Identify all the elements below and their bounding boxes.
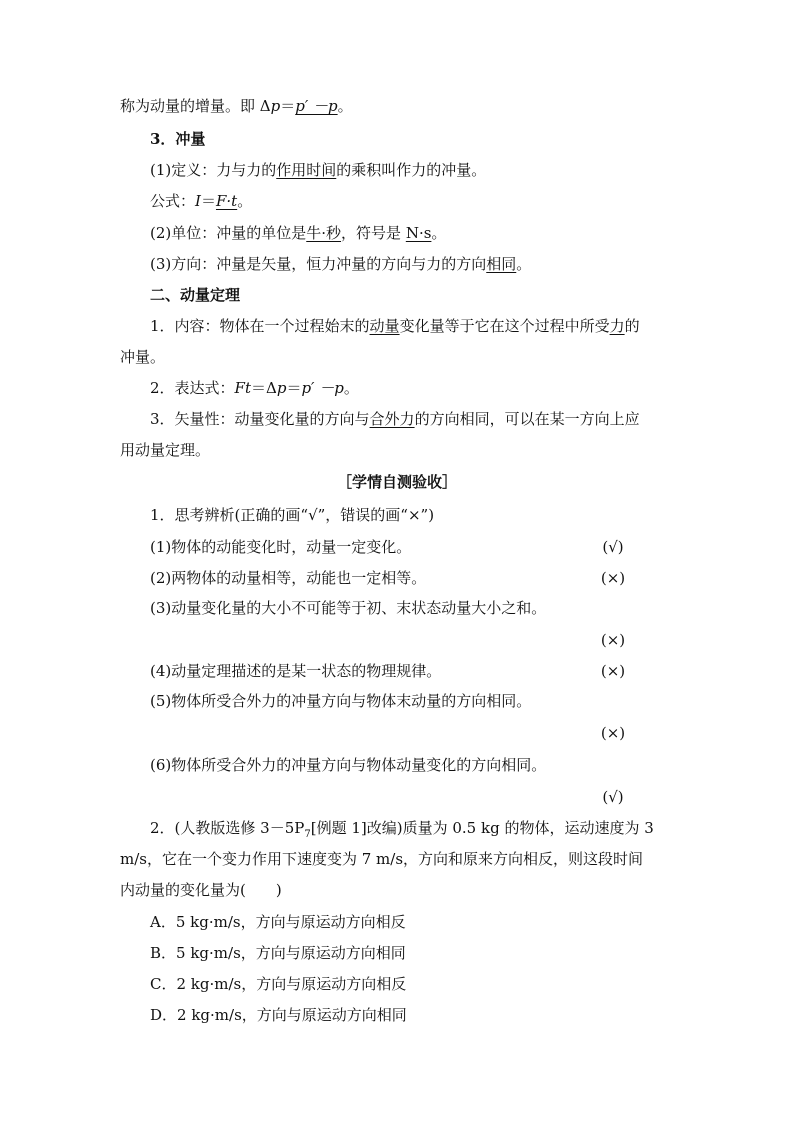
impulse-definition: (1)定义：力与力的作用时间的乘积叫作力的冲量。 [150,161,487,179]
question-2-line-2: m/s，它在一个变力作用下速度变为 7 m/s，方向和原来方向相反，则这段时间 [120,850,644,868]
question-2-line-3: 内动量的变化量为( ) [120,881,282,899]
judgment-mark-4: (×) [600,662,626,680]
theorem-vector-property-cont: 用动量定理。 [120,441,211,459]
judgment-mark-2: (×) [600,569,626,587]
option-d: D．2 kg·m/s，方向与原运动方向相同 [150,1006,407,1024]
theorem-content: 1．内容：物体在一个过程始末的动量变化量等于它在这个过程中所受力的 [150,317,640,335]
judgment-item-6: (6)物体所受合外力的冲量方向与物体动量变化的方向相同。 [150,756,547,774]
theorem-content-cont: 冲量。 [120,348,166,366]
judgment-item-1: (1)物体的动能变化时，动量一定变化。 [150,538,412,556]
heading-impulse: 3．冲量 [150,130,206,148]
judgment-item-5: (5)物体所受合外力的冲量方向与物体末动量的方向相同。 [150,692,532,710]
judgment-mark-5: (×) [600,724,626,742]
judgment-item-3: (3)动量变化量的大小不可能等于初、末状态动量大小之和。 [150,599,547,617]
judgment-item-2: (2)两物体的动量相等，动能也一定相等。 [150,569,427,587]
theorem-vector-property: 3．矢量性：动量变化量的方向与合外力的方向相同，可以在某一方向上应 [150,410,640,428]
judgment-mark-3: (×) [600,631,626,649]
option-b: B．5 kg·m/s，方向与原运动方向相同 [150,944,406,962]
theorem-expression: 2．表达式：Ft＝Δp＝p′ －p。 [150,379,359,397]
self-test-section-title: ［学情自测验收］ [336,473,457,491]
impulse-formula: 公式：I＝F·t。 [150,192,253,210]
judgment-mark-1: (√) [602,538,624,556]
question-1-intro: 1．思考辨析(正确的画“√”，错误的画“×”) [150,506,435,524]
heading-momentum-theorem: 二、动量定理 [150,286,241,304]
question-2-line-1: 2．(人教版选修 $3-5P_7$[例题 1]改编)质量为 0.5 kg 的物体，运动速度为 3 [150,819,654,840]
impulse-direction: (3)方向：冲量是矢量，恒力冲量的方向与力的方向相同。 [150,255,532,273]
paragraph-momentum-increment: 称为动量的增量。即 Δp＝p′ －p。 [120,97,353,115]
option-c: C．2 kg·m/s，方向与原运动方向相反 [150,975,407,993]
impulse-unit: (2)单位：冲量的单位是牛·秒，符号是 N·s。 [150,224,447,242]
judgment-mark-6: (√) [602,788,624,806]
judgment-item-4: (4)动量定理描述的是某一状态的物理规律。 [150,662,442,680]
option-a: A．5 kg·m/s，方向与原运动方向相反 [150,913,406,931]
